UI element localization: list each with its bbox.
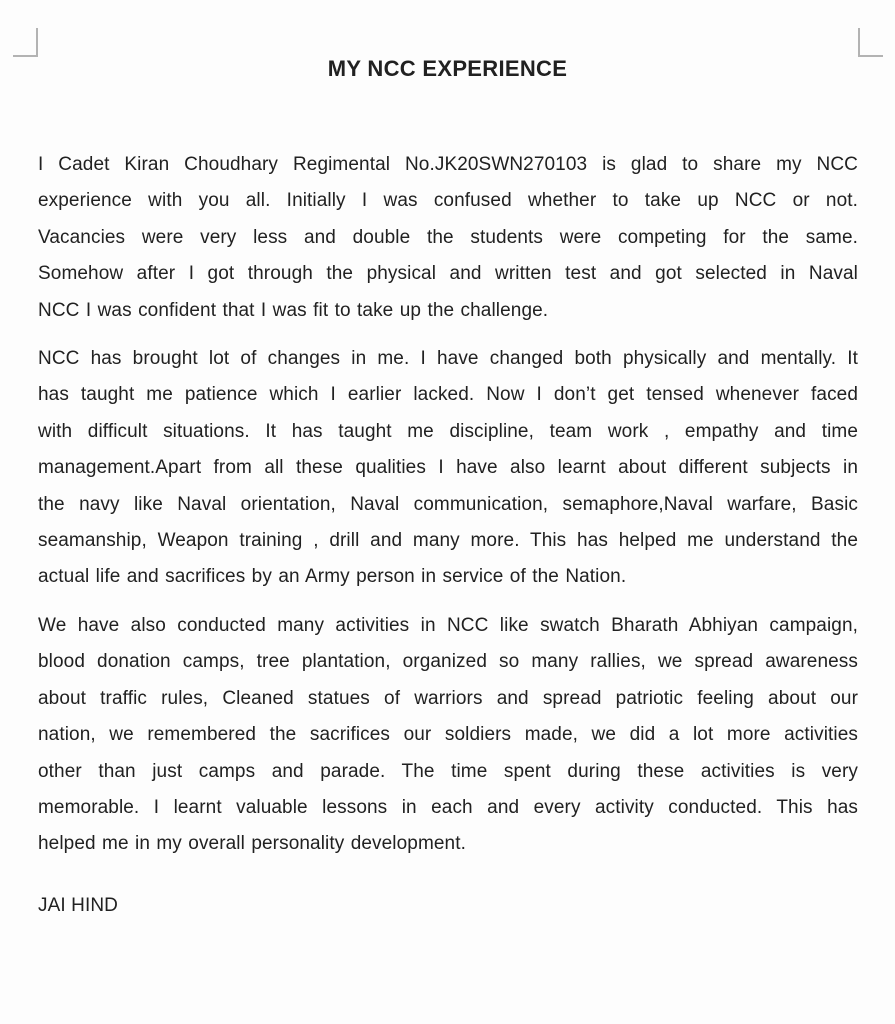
text-line: We have also conducted many activities in NCC like swatch Bharath Abhiyan campaign, — [38, 614, 858, 636]
text-line: has taught me patience which I earlier lacked. Now I don’t get tensed whenever faced — [38, 384, 858, 406]
corner-mark-right-icon — [858, 28, 883, 57]
page-title: MY NCC EXPERIENCE — [327, 56, 568, 81]
text-line: other than just camps and parade. The time spent during these activities is very — [38, 760, 858, 782]
signature: JAI HIND — [38, 894, 118, 916]
paragraph — [38, 341, 858, 596]
text-line: blood donation camps, tree plantation, organized so many rallies, we spread awareness — [38, 651, 858, 673]
text-line: Vacancies were very less and double the students were competing for the same. — [38, 226, 858, 248]
text-line: Somehow after I got through the physical and written test and got selected in Naval — [38, 263, 858, 285]
text-line: with difficult situations. It has taught me discipline, team work , empathy and time — [38, 420, 858, 442]
paragraph — [38, 608, 858, 863]
text-line: I Cadet Kiran Choudhary Regimental No.JK20SWN270103 is glad to share my NCC — [38, 154, 858, 175]
text-line: NCC has brought lot of changes in me. I have changed both physically and mentally. It — [38, 348, 858, 370]
text-line: NCC I was confident that I was fit to take up the challenge. — [38, 299, 549, 321]
paragraph — [38, 147, 858, 329]
text-line: management.Apart from all these qualities I have also learnt about different subjects in — [38, 457, 858, 479]
text-line: experience with you all. Initially I was confused whether to take up NCC or not. — [38, 190, 858, 212]
document-body — [38, 147, 858, 863]
text-line: helped me in my overall personality development. — [38, 833, 466, 855]
corner-mark-left-icon — [13, 28, 38, 57]
text-line: about traffic rules, Cleaned statues of warriors and spread patriotic feeling about our — [38, 687, 858, 709]
text-line: nation, we remembered the sacrifices our soldiers made, we did a lot more activities — [38, 724, 858, 746]
text-line: seamanship, Weapon training , drill and many more. This has helped me understand the — [38, 530, 858, 552]
text-line: memorable. I learnt valuable lessons in each and every activity conducted. This has — [38, 796, 858, 818]
text-line: actual life and sacrifices by an Army person in service of the Nation. — [38, 566, 627, 588]
text-line: the navy like Naval orientation, Naval communication, semaphore,Naval warfare, Basic — [38, 493, 858, 515]
